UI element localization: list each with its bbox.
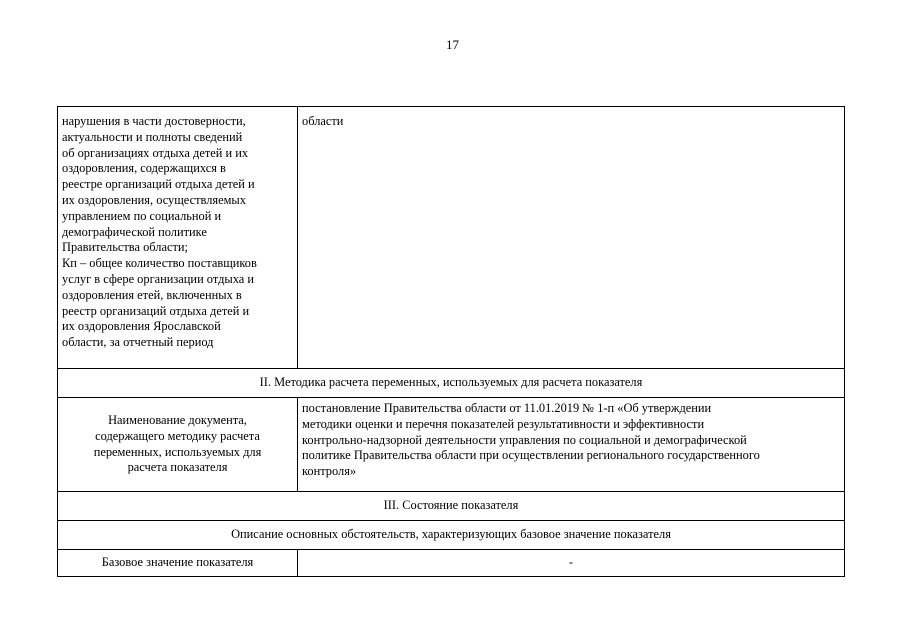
method-label-cell <box>58 398 298 492</box>
text-line: постановление Правительства области от 11.01.2019 № 1-п «Об утверждении <box>302 401 712 415</box>
text-line: контрольно-надзорной деятельности управления по социальной и демографической <box>302 432 747 447</box>
text-line: управлением по социальной и <box>62 208 222 223</box>
text-line: реестре организаций отдыха детей и <box>62 177 255 192</box>
description-cell <box>58 107 298 369</box>
text-line: актуальности и полноты сведений <box>62 129 243 144</box>
text-line: их оздоровления, осуществляемых <box>62 192 246 207</box>
table-row-description <box>58 107 845 369</box>
text-line: области, за отчетный период <box>62 335 214 350</box>
text-line: Кп – общее количество поставщиков <box>62 256 257 271</box>
text-line: расчета показателя <box>127 460 228 475</box>
text-line: содержащего методику расчета <box>95 428 260 443</box>
text-line: Наименование документа, <box>108 412 247 427</box>
text-line: услуг в сфере организации отдыха и <box>62 271 254 286</box>
text-line: политике Правительства области при осуществлении регионального государственного <box>302 448 760 463</box>
method-document-cell <box>298 398 845 492</box>
description-heading: Описание основных обстоятельств, характеризующих базовое значение показателя <box>58 521 845 550</box>
table-row-description-heading <box>58 521 845 550</box>
text-line: оздоровления етей, включенных в <box>62 287 242 302</box>
text-line: методики оценки и перечня показателей результативности и эффективности <box>302 416 705 431</box>
text-line: контроля» <box>302 464 357 479</box>
table-row-section-2 <box>58 369 845 398</box>
page-number: 17 <box>446 37 459 52</box>
region-text: области <box>302 114 344 128</box>
text-line: реестр организаций отдыха детей и <box>62 303 250 318</box>
text-line: демографической политике <box>62 224 207 239</box>
table-row-base-value <box>58 550 845 577</box>
text-line: об организациях отдыха детей и их <box>62 145 249 160</box>
table-row-section-3 <box>58 492 845 521</box>
text-line: оздоровления, содержащихся в <box>62 161 226 176</box>
section-3-heading: III. Состояние показателя <box>58 492 845 521</box>
table-row-method <box>58 398 845 492</box>
text-line: нарушения в части достоверности, <box>62 114 246 128</box>
indicator-table <box>57 106 845 577</box>
text-line: переменных, используемых для <box>93 444 262 459</box>
base-value: - <box>298 550 845 577</box>
base-value-label: Базовое значение показателя <box>58 550 298 577</box>
text-line: их оздоровления Ярославской <box>62 319 221 334</box>
text-line: Правительства области; <box>62 240 188 255</box>
region-cell <box>298 107 845 369</box>
section-2-heading: II. Методика расчета переменных, используемых для расчета показателя <box>58 369 845 398</box>
